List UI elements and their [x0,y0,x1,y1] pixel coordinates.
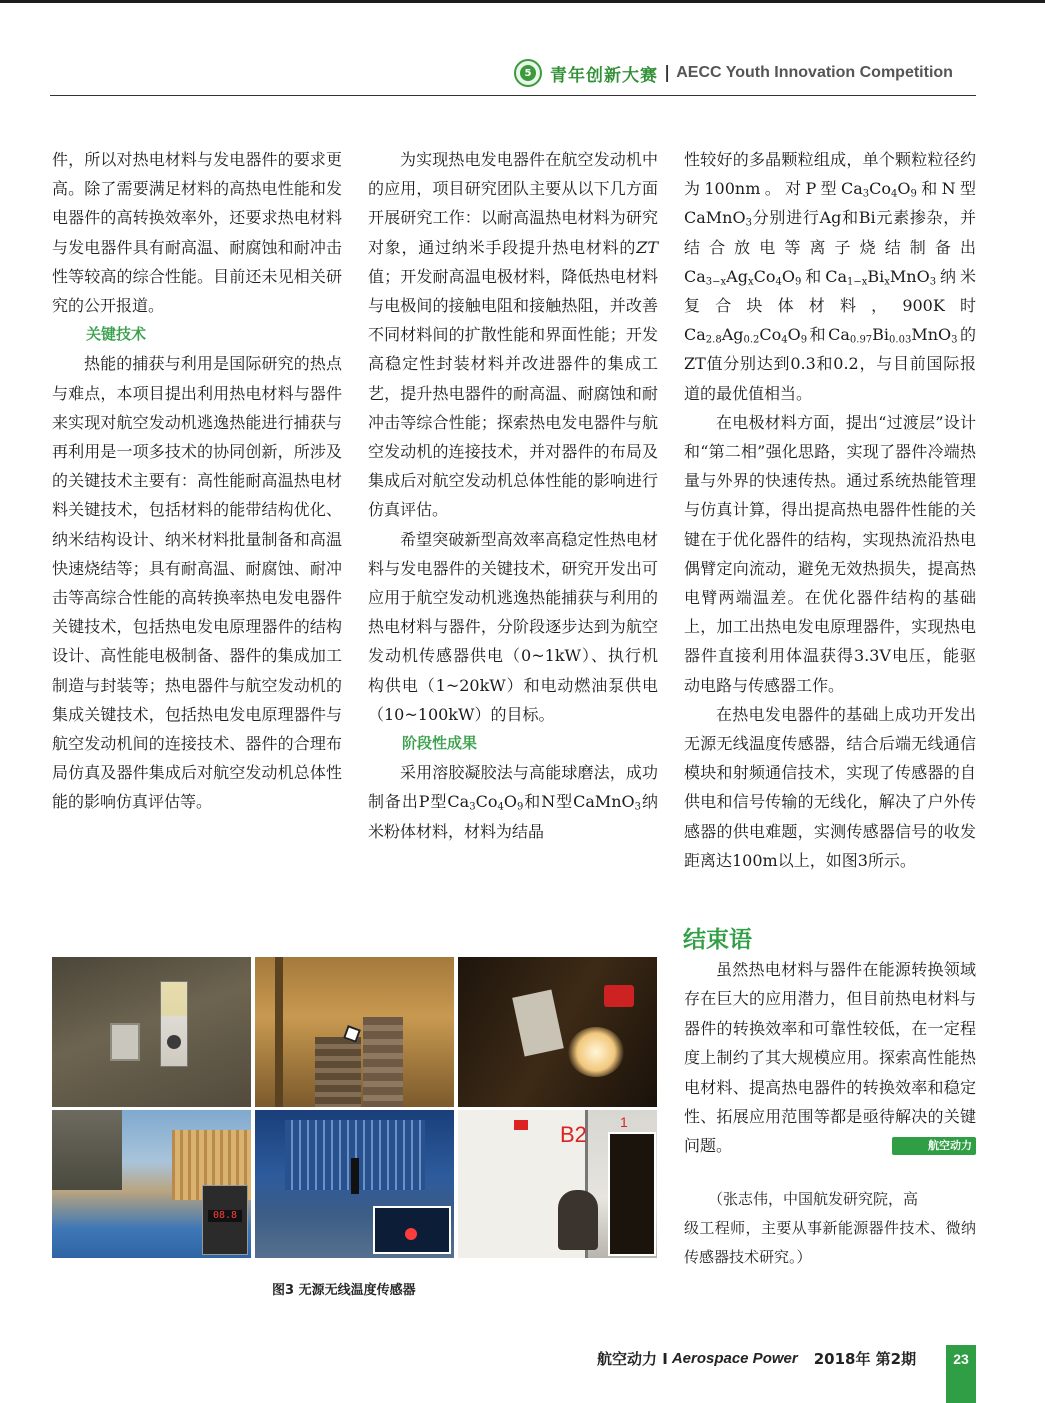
col3-sub: 1−x [847,276,868,288]
figure-3 [52,957,657,1258]
page-header [514,58,976,88]
col3-sub: 0.2 [743,334,760,346]
col3-sub: 2.8 [705,334,722,346]
header-separator: | [664,63,671,83]
page-footer [597,1347,916,1369]
col3-sub: x [747,276,754,288]
header-title-cn: 青年创新大赛 [550,65,658,86]
lamp-glow-shape [568,1027,624,1077]
col3-sub: 9 [794,276,802,288]
photo-sensor-device [52,957,251,1107]
photo-indoor-door [458,1110,657,1258]
col3-text: Bi [867,266,885,286]
page-number: 23 [946,1345,976,1403]
col3-text: Ag [726,266,748,286]
conclusion-title: 结束语 [683,927,752,953]
col2-p3-sub: 9 [516,801,524,813]
conclusion-body: 虽然热电材料与器件在能源转换领域存在巨大的应用潜力，但目前热电材料与器件的转换效率和可靠性较低，在一定程度上制约了其大规模应用。探索高性能热电材料、提高热电器件的转换效率和稳定性、拓展应用范围等都是亟待解决的关键问题。 [684,960,976,1156]
col3-sub: x [884,276,890,288]
col3-sub: 3 [745,217,752,229]
col3-text: Co [759,325,782,345]
subhead-results: 阶段性成果 [402,734,478,753]
col3-text: O [897,179,911,199]
col3-text: Co [753,266,776,286]
col2-p3-a: 采用溶胶凝胶法与高能球磨法，成功制备出P型Ca [368,763,658,812]
col1-paragraph-2: 热能的捕获与利用是国际研究的热点与难点，本项目提出利用热电材料与器件来实现对航空发动机逃逸热能进行捕获与再利用是一项多技术的协同创新，所涉及的关键技术主要有：高性能耐高温热电材料关键技术，包括材料的能带结构优化、纳米结构设计、纳米材料批量制备和高温快速烧结等；具有耐高温、耐腐蚀、耐冲击等高综合性能的高转换率热电发电器件关键技术，包括热电发电原理器件的结构设计、高性能电极制备、器件的集成加工制造与封装等；热电器件与航空发动机的集成关键技术，包括热电发电原理器件与航空发动机间的连接技术、器件的合理布局仿真及器件集成后对航空发动机总体性能的影响仿真评估等。 [52,354,342,812]
col3-text: Co [869,179,892,199]
col2-p3-c: O [503,792,517,812]
col3-paragraph-2: 在电极材料方面，提出“过渡层”设计和“第二相”强化思路，实现了器件冷端热量与外界的快速传热。通过系统热能管理与仿真计算，得出提高热电器件性能的关键在于优化器件的结构，实现热流沿热电偶臂定向流动，避免无效热损失，提高热电臂两端温差。在优化器件结构的基础上，加工出热电发电原理器件，实现热电器件直接利用体温获得3.3V电压，能驱动电路与传感器工作。 [684,412,976,695]
col3-text: 和Ca [801,266,848,286]
footer-magazine-en: Aerospace Power [671,1349,798,1367]
column-1 [52,145,342,817]
photo-outdoor-track [52,1110,251,1258]
col3-text: O [781,266,795,286]
col2-paragraph-3 [368,758,658,846]
col2-p3-e: 纳米粉体材料，材料为结晶 [368,792,658,841]
col3-sub: 3 [929,276,937,288]
col2-p1-part-b: 值；开发耐高温电极材料，降低热电材料与电极间的接触电阻和接触热阻，并改善不同材料间的扩散性能和界面性能；开发高稳定性封装材料并改进器件的集成工艺，提升热电器件的耐高温、耐腐蚀和耐冲击等综合性能；探索热电发电器件与航空发动机的连接技术，并对器件的布局及集成后对航空发动机总体性能的影响进行仿真评估。 [368,266,658,520]
top-rule [0,0,1045,3]
col3-text: O [787,325,801,345]
zt-term: ZT [636,237,658,257]
col3-text: 纳米复合块体材料，900K时Ca [684,266,976,345]
digit-display: 08.8 [208,1210,242,1222]
footer-issue: 2018年 第2期 [813,1349,917,1368]
sign-1: 1 [620,1114,628,1130]
col3-paragraph-1 [684,145,976,408]
footer-magazine-cn: 航空动力 I [597,1349,668,1368]
col3-text: 和Ca [807,325,850,345]
col3-text: 的ZT值分别达到0.3和0.2，与目前国际报道的最优值相当。 [684,325,976,403]
author-note [684,1185,976,1272]
header-title-en: AECC Youth Innovation Competition [676,64,953,81]
paper-card-shape [512,989,564,1056]
red-device-shape [604,985,634,1007]
alarm-shape [514,1120,528,1130]
competition-logo-icon [514,59,542,87]
col3-sub: 9 [910,188,917,200]
sensor-module-shape [110,1023,140,1061]
col3-paragraph-3: 在热电发电器件的基础上成功开发出无源无线温度传感器，结合后端无线通信模块和射频通信技术，实现了传感器的自供电和信号传输的无线化，解决了户外传感器的供电难题，实测传感器信号的收发距离达100m以上，如图3所示。 [684,704,976,870]
col3-sub: 4 [891,188,898,200]
col2-p3-b: Co [475,792,498,812]
conclusion-section [684,955,976,1161]
col3-sub: 0.03 [889,334,912,346]
col3-text: MnO [889,266,930,286]
col3-sub: 3 [951,334,958,346]
col3-text: 和N型CaMnO [684,179,976,228]
col3-text: 性较好的多晶颗粒组成，单个颗粒粒径约为100nm。对P型Ca [684,150,976,199]
col3-sub: 4 [781,334,788,346]
author-line-1: （张志伟，中国航发研究院，高 [708,1190,919,1208]
inset-photo-shape [608,1132,656,1256]
col3-sub: 9 [800,334,808,346]
person-shape [351,1158,359,1194]
logo-glyph: 5 [520,65,536,81]
col2-p3-sub: 3 [469,801,476,813]
tree-shape [52,1110,122,1190]
col3-sub: 0.97 [849,334,873,346]
probe-lens-shape [167,1035,181,1049]
photo-lamp-test [458,957,657,1107]
header-rule [50,95,976,96]
col1-paragraph-1: 件，所以对热电材料与发电器件的要求更高。除了需要满足材料的高热电性能和发电器件的高转换效率外，还要求热电材料与发电器件具有耐高温、耐腐蚀和耐冲击性等较高的综合性能。目前还未见相关研究的公开报道。 [52,150,342,316]
insulator-shape [363,1017,403,1107]
subhead-key-tech: 关键技术 [86,325,147,344]
col2-paragraph-1 [368,145,658,525]
red-light-shape [405,1228,417,1240]
photo-engine-test [255,957,454,1107]
col3-text: Bi [872,325,890,345]
col3-sub: 3−x [705,276,727,288]
sensor-probe-shape [160,981,188,1067]
col3-text: 分别进行Ag和Bi元素掺杂，并结合放电等离子烧结制备出Ca [684,208,976,286]
col2-p3-sub: 4 [497,801,504,813]
col3-text: Ag [721,325,744,345]
magazine-tag: 航空动力 [892,1137,976,1155]
col2-paragraph-2: 希望突破新型高效率高稳定性热电材料与发电器件的关键技术，研究开发出可应用于航空发动机逃逸热能捕获与利用的热电材料与器件，分阶段逐步达到为航空发动机传感器供电（0~1kW）、执行机构供电（1~20kW）和电动燃油泵供电（10~100kW）的目标。 [368,529,658,724]
col2-p3-sub: 3 [634,801,642,813]
sign-b2: B2 [560,1122,587,1147]
figure-caption: 图3 无源无线温度传感器 [272,1283,416,1298]
column-2 [368,145,658,846]
col3-text: MnO [911,325,952,345]
author-line-2: 级工程师，主要从事新能源器件技术、微纳传感器技术研究。） [684,1219,976,1266]
pipe-shape [275,957,283,1107]
column-3 [684,145,976,875]
col3-sub: 4 [775,276,782,288]
col3-sub: 3 [862,188,870,200]
photo-plaza-night [255,1110,454,1258]
col2-p1-part-a: 为实现热电发电器件在航空发动机中的应用，项目研究团队主要从以下几方面开展研究工作：以耐高温热电材料为研究对象，通过纳米手段提升热电材料的 [368,150,658,257]
col2-p3-d: 和N型CaMnO [523,792,635,812]
person-shape [558,1190,598,1250]
conclusion-paragraph [684,955,976,1161]
insulator-shape-2 [315,1037,361,1107]
